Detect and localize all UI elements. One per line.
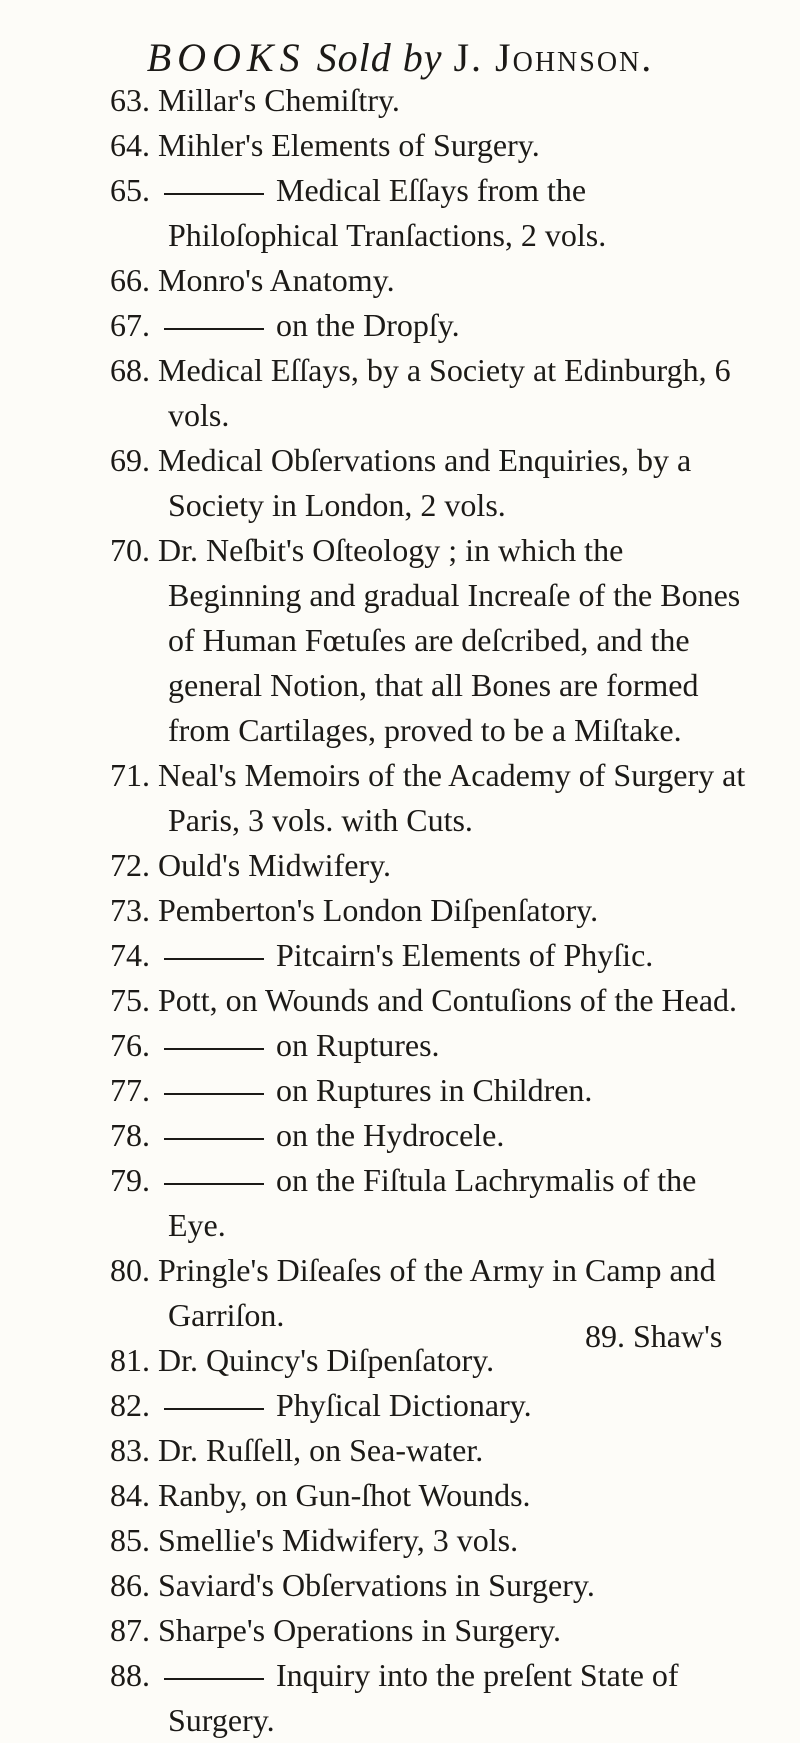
entry-title: Smellie's Midwifery, 3 vols. [158, 1522, 519, 1558]
entry-number: 87. [110, 1612, 150, 1648]
entry-number: 81. [110, 1342, 150, 1378]
entry-title: Inquiry into the preſent State of Surgery. [168, 1657, 679, 1738]
ditto-dash [164, 958, 264, 960]
entry-title: Monro's Anatomy. [158, 262, 395, 298]
entry-number: 68. [110, 352, 150, 388]
ditto-dash [164, 1408, 264, 1410]
entry-title: Neal's Memoirs of the Academy of Surgery at Paris, 3 vols. with Cuts. [158, 757, 746, 838]
entry-title: Phyſical Dictionary. [276, 1387, 532, 1423]
entry-title: on the Fiſtula Lachrymalis of the Eye. [168, 1162, 697, 1243]
entry-title: Dr. Neſbit's Oſteology ; in which the Beginning and gradual Increaſe of the Bones of Human Fœtuſes are deſcribed, and the general Notion, that all Bones are formed from Cartilages, proved to be a Miſtake. [158, 532, 741, 748]
entry-number: 85. [110, 1522, 150, 1558]
book-entry [110, 1113, 750, 1158]
ditto-dash [164, 1048, 264, 1050]
book-entry [110, 258, 750, 303]
ditto-dash [164, 1183, 264, 1185]
book-entry [110, 1383, 750, 1428]
ditto-dash [164, 193, 264, 195]
book-entry [110, 1023, 750, 1068]
entry-title: Dr. Ruſſell, on Sea-water. [158, 1432, 484, 1468]
entry-title: Pitcairn's Elements of Phyſic. [276, 937, 654, 973]
book-entry [110, 1653, 750, 1743]
book-entry [110, 978, 750, 1023]
book-entry [110, 123, 750, 168]
entry-title: Pemberton's London Diſpenſatory. [158, 892, 599, 928]
entry-title: Ranby, on Gun-ſhot Wounds. [158, 1477, 531, 1513]
book-entry [110, 888, 750, 933]
ditto-dash [164, 328, 264, 330]
entry-title: Ould's Midwifery. [158, 847, 391, 883]
book-entry [110, 1563, 750, 1608]
entry-title: Medical Eſſays, by a Society at Edinburgh, 6 vols. [158, 352, 731, 433]
entry-number: 66. [110, 262, 150, 298]
entry-number: 64. [110, 127, 150, 163]
book-entry [110, 1428, 750, 1473]
ditto-dash [164, 1138, 264, 1140]
ditto-dash [164, 1678, 264, 1680]
entry-title: on the Hydrocele. [276, 1117, 505, 1153]
book-entry [110, 933, 750, 978]
book-entry [110, 843, 750, 888]
book-entry [110, 1518, 750, 1563]
entry-number: 80. [110, 1252, 150, 1288]
book-entry [110, 753, 750, 843]
entry-title: on Ruptures in Children. [276, 1072, 593, 1108]
entry-number: 84. [110, 1477, 150, 1513]
book-list [110, 78, 750, 1743]
entry-number: 65. [110, 172, 150, 208]
catchword: 89. Shaw's [585, 1318, 723, 1354]
header-publisher: J. Johnson. [453, 35, 654, 80]
entry-number: 67. [110, 307, 150, 343]
entry-number: 75. [110, 982, 150, 1018]
entry-title: on the Dropſy. [276, 307, 460, 343]
entry-title: Pringle's Diſeaſes of the Army in Camp and Garriſon. [158, 1252, 716, 1333]
entry-number: 78. [110, 1117, 150, 1153]
entry-number: 73. [110, 892, 150, 928]
entry-title: Medical Obſervations and Enquiries, by a Society in London, 2 vols. [158, 442, 692, 523]
header-books: BOOKS [146, 35, 306, 80]
entry-number: 77. [110, 1072, 150, 1108]
entry-number: 82. [110, 1387, 150, 1423]
entry-title: Pott, on Wounds and Contuſions of the Head. [158, 982, 738, 1018]
entry-number: 88. [110, 1657, 150, 1693]
ditto-dash [164, 1093, 264, 1095]
entry-number: 71. [110, 757, 150, 793]
book-entry [110, 1068, 750, 1113]
entry-title: Medical Eſſays from the Philoſophical Tranſactions, 2 vols. [168, 172, 607, 253]
header-sold-by: Sold by [316, 35, 443, 80]
entry-number: 83. [110, 1432, 150, 1468]
book-entry [110, 168, 750, 258]
book-entry [110, 303, 750, 348]
book-entry [110, 1158, 750, 1248]
entry-number: 79. [110, 1162, 150, 1198]
entry-number: 69. [110, 442, 150, 478]
entry-number: 76. [110, 1027, 150, 1063]
book-entry [110, 78, 750, 123]
entry-number: 63. [110, 82, 150, 118]
entry-title: Saviard's Obſervations in Surgery. [158, 1567, 595, 1603]
book-entry [110, 528, 750, 753]
entry-number: 86. [110, 1567, 150, 1603]
entry-title: Dr. Quincy's Diſpenſatory. [158, 1342, 495, 1378]
entry-number: 70. [110, 532, 150, 568]
entry-title: Millar's Chemiſtry. [158, 82, 400, 118]
entry-number: 74. [110, 937, 150, 973]
entry-title: on Ruptures. [276, 1027, 440, 1063]
entry-number: 72. [110, 847, 150, 883]
entry-title: Sharpe's Operations in Surgery. [158, 1612, 562, 1648]
running-header [0, 34, 800, 81]
book-entry [110, 348, 750, 438]
book-entry [110, 1473, 750, 1518]
entry-title: Mihler's Elements of Surgery. [158, 127, 540, 163]
book-entry [110, 1608, 750, 1653]
book-entry [110, 438, 750, 528]
